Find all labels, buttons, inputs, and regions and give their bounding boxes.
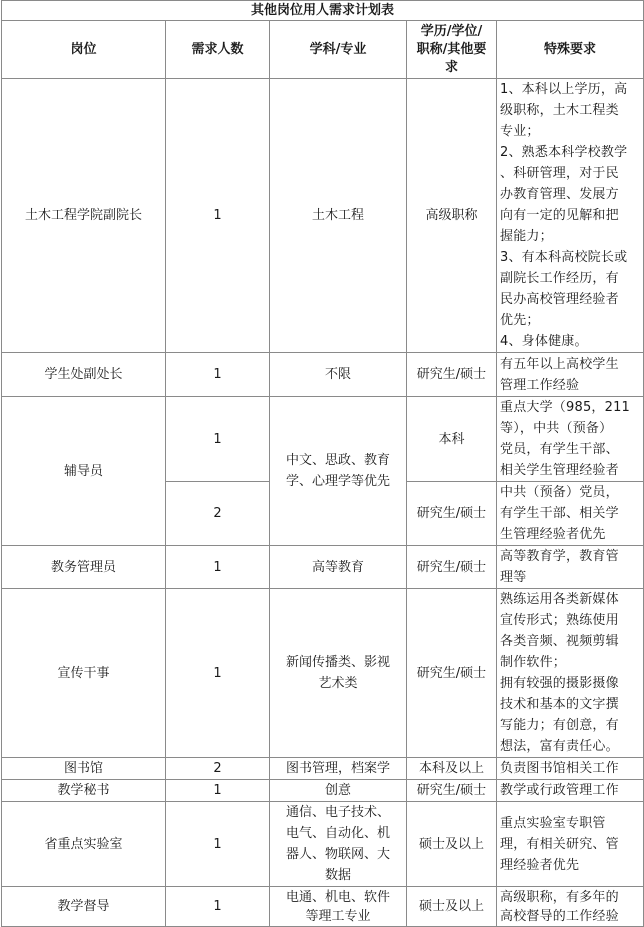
special-line: 等），中共（预备） bbox=[500, 421, 613, 436]
count-cell: 1 bbox=[166, 887, 270, 927]
count-cell: 1 bbox=[166, 780, 270, 802]
special-line: 重点实验室专职管 bbox=[500, 815, 606, 831]
special-line: 3、有本科高校院长或 bbox=[500, 250, 628, 265]
position-cell: 省重点实验室 bbox=[2, 802, 166, 887]
special-line: 办教育管理、发展方 bbox=[500, 187, 619, 202]
special-cell bbox=[497, 589, 644, 758]
special-line: 生管理经验者优先 bbox=[500, 527, 606, 542]
header-subject: 学科/专业 bbox=[270, 21, 407, 79]
special-line: 优先； bbox=[500, 313, 540, 328]
special-line: 高校督导的工作经验 bbox=[500, 908, 619, 924]
special-line: 有五年以上高校学生 bbox=[500, 356, 619, 372]
position-cell: 教学督导 bbox=[2, 887, 166, 927]
special-cell: 负责图书馆相关工作 bbox=[497, 758, 644, 780]
special-line: 级职称，土木工程类 bbox=[500, 103, 619, 118]
table-row bbox=[2, 353, 644, 397]
header-position: 岗位 bbox=[2, 21, 166, 79]
count-cell: 1 bbox=[166, 589, 270, 758]
count-cell: 1 bbox=[166, 397, 270, 482]
special-line: 想法，富有责任心。 bbox=[500, 739, 619, 754]
special-line: 写能力；有创意，有 bbox=[500, 718, 619, 733]
degree-cell: 硕士及以上 bbox=[407, 802, 497, 887]
special-cell bbox=[497, 887, 644, 927]
special-line: 理经验者优先 bbox=[500, 857, 580, 873]
special-line: 党员，有学生干部、 bbox=[500, 442, 619, 457]
header-degree bbox=[407, 21, 497, 79]
demand-plan-table bbox=[1, 0, 644, 927]
position-cell: 土木工程学院副院长 bbox=[2, 79, 166, 353]
table-row bbox=[2, 546, 644, 589]
special-line: 熟练运用各类新媒体 bbox=[500, 592, 619, 607]
position-cell: 图书馆 bbox=[2, 758, 166, 780]
subject-line: 通信、电子技术、 bbox=[285, 805, 390, 820]
degree-cell: 研究生/硕士 bbox=[407, 353, 497, 397]
subject-line: 等理工专业 bbox=[305, 908, 371, 924]
position-cell: 教务管理员 bbox=[2, 546, 166, 589]
count-cell: 2 bbox=[166, 758, 270, 780]
subject-cell: 图书管理，档案学 bbox=[270, 758, 407, 780]
subject-cell bbox=[270, 589, 407, 758]
special-cell bbox=[497, 397, 644, 482]
subject-cell: 土木工程 bbox=[270, 79, 407, 353]
special-line: 副院长工作经历，有 bbox=[500, 271, 619, 286]
header-degree-line1: 学历/学位/ bbox=[420, 23, 483, 39]
special-line: 制作软件； bbox=[500, 655, 567, 670]
header-count: 需求人数 bbox=[166, 21, 270, 79]
special-cell bbox=[497, 353, 644, 397]
special-line: 有学生干部、相关学 bbox=[500, 506, 619, 521]
subject-cell: 不限 bbox=[270, 353, 407, 397]
subject-cell bbox=[270, 802, 407, 887]
degree-cell: 研究生/硕士 bbox=[407, 546, 497, 589]
position-cell: 学生处副处长 bbox=[2, 353, 166, 397]
count-cell: 1 bbox=[166, 79, 270, 353]
position-cell: 教学秘书 bbox=[2, 780, 166, 802]
special-line: 4、身体健康。 bbox=[500, 334, 588, 349]
degree-cell: 本科 bbox=[407, 397, 497, 482]
degree-cell: 高级职称 bbox=[407, 79, 497, 353]
position-cell: 宣传干事 bbox=[2, 589, 166, 758]
special-line: 专业； bbox=[500, 124, 540, 139]
special-line: 重点大学（985，211 bbox=[500, 400, 631, 415]
subject-line: 新闻传播类、影视 bbox=[285, 655, 390, 670]
degree-cell: 硕士及以上 bbox=[407, 887, 497, 927]
table-row bbox=[2, 758, 644, 780]
table-title: 其他岗位用人需求计划表 bbox=[2, 1, 644, 21]
special-line: 、科研管理，对于民 bbox=[500, 166, 619, 181]
degree-cell: 研究生/硕士 bbox=[407, 780, 497, 802]
degree-cell: 研究生/硕士 bbox=[407, 589, 497, 758]
degree-cell: 研究生/硕士 bbox=[407, 482, 497, 546]
special-line: 各类音频、视频剪辑 bbox=[500, 634, 619, 649]
special-line: 理，有相关研究、管 bbox=[500, 836, 619, 852]
special-line: 握能力； bbox=[500, 229, 553, 244]
subject-line: 电气、自动化、机 bbox=[285, 826, 390, 841]
special-line: 向有一定的见解和把 bbox=[500, 208, 619, 223]
header-special: 特殊要求 bbox=[497, 21, 644, 79]
subject-cell bbox=[270, 397, 407, 546]
table-row bbox=[2, 397, 644, 482]
special-line: 宣传形式；熟练使用 bbox=[500, 613, 619, 628]
table-row bbox=[2, 802, 644, 887]
table-row bbox=[2, 780, 644, 802]
count-cell: 1 bbox=[166, 546, 270, 589]
table-row bbox=[2, 79, 644, 353]
subject-line: 电通、机电、软件 bbox=[285, 889, 390, 905]
count-cell: 1 bbox=[166, 353, 270, 397]
special-line: 中共（预备）党员， bbox=[500, 485, 619, 500]
special-line: 2、熟悉本科学校教学 bbox=[500, 145, 628, 160]
subject-line: 艺术类 bbox=[318, 676, 358, 691]
title-row bbox=[2, 1, 644, 21]
header-row bbox=[2, 21, 644, 79]
special-line: 相关学生管理经验者 bbox=[500, 463, 619, 478]
count-cell: 2 bbox=[166, 482, 270, 546]
special-line: 1、本科以上学历，高 bbox=[500, 82, 628, 97]
count-cell: 1 bbox=[166, 802, 270, 887]
special-cell bbox=[497, 482, 644, 546]
special-line: 高级职称，有多年的 bbox=[500, 889, 619, 905]
subject-cell: 创意 bbox=[270, 780, 407, 802]
special-line: 管理工作经验 bbox=[500, 377, 580, 393]
special-line: 拥有较强的摄影摄像 bbox=[500, 676, 619, 691]
subject-line: 数据 bbox=[324, 868, 351, 883]
special-line: 技术和基本的文字撰 bbox=[500, 697, 619, 712]
header-degree-line2: 职称/其他要 bbox=[416, 41, 487, 57]
table-row bbox=[2, 887, 644, 927]
special-line: 民办高校管理经验者 bbox=[500, 292, 619, 307]
special-cell bbox=[497, 546, 644, 589]
subject-line: 中文、思政、教育 bbox=[285, 453, 390, 468]
subject-line: 学、心理学等优先 bbox=[285, 474, 390, 489]
special-cell bbox=[497, 79, 644, 353]
position-cell: 辅导员 bbox=[2, 397, 166, 546]
subject-line: 器人、物联网、大 bbox=[285, 847, 390, 862]
table-row bbox=[2, 589, 644, 758]
subject-cell: 高等教育 bbox=[270, 546, 407, 589]
special-cell bbox=[497, 802, 644, 887]
header-degree-line3: 求 bbox=[444, 59, 458, 75]
special-line: 理等 bbox=[500, 570, 527, 585]
subject-cell bbox=[270, 887, 407, 927]
special-line: 高等教育学，教育管 bbox=[500, 549, 619, 564]
special-cell: 教学或行政管理工作 bbox=[497, 780, 644, 802]
degree-cell: 本科及以上 bbox=[407, 758, 497, 780]
